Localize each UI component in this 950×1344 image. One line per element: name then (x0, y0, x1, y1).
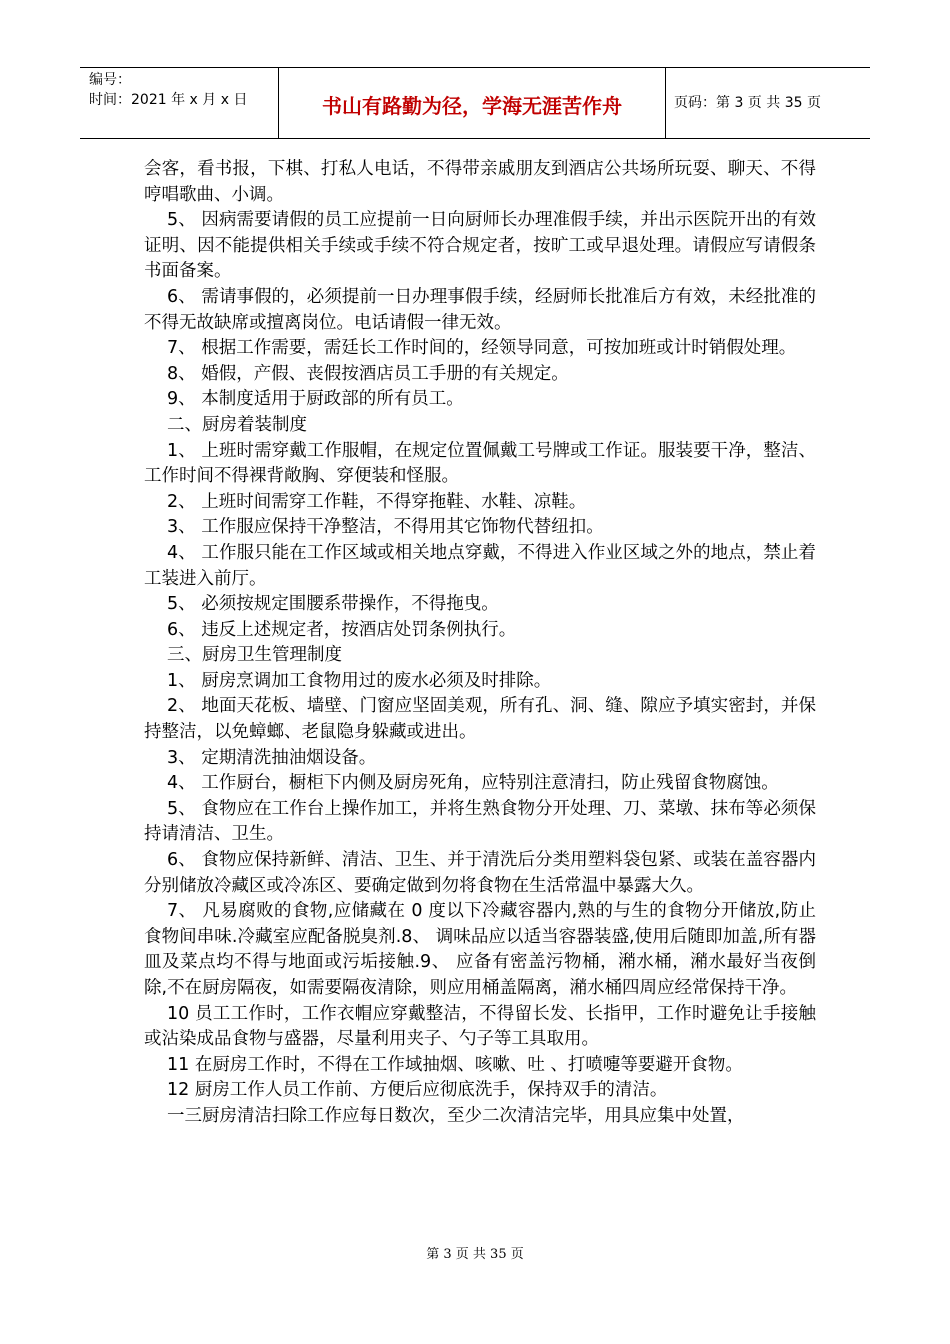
document-number-label: 编号： (89, 72, 131, 88)
paragraph: 2、 地面天花板、墙壁、门窗应坚固美观，所有孔、洞、缝、隙应予填实密封，并保持整洁，以免蟑螂、老鼠隐身躲藏或进出。 (144, 696, 816, 743)
paragraph: 7、 根据工作需要，需廷长工作时间的，经领导同意，可按加班或计时销假处理。 (167, 338, 797, 359)
header-page-cell (666, 68, 870, 138)
paragraph: 一三厨房清洁扫除工作应每日数次，至少二次清洁完毕，用具应集中处置， (167, 1105, 745, 1126)
paragraph: 11 在厨房工作时，不得在工作域抽烟、咳嗽、吐 、打喷嚏等要避开食物。 (167, 1054, 743, 1075)
paragraph: 5、 必须按规定围腰系带操作，不得拖曳。 (167, 594, 499, 615)
paragraph: 会客，看书报，下棋、打私人电话，不得带亲戚朋友到酒店公共场所玩耍、聊天、不得哼唱歌曲、小调。 (144, 159, 816, 205)
section-heading: 三、厨房卫生管理制度 (167, 645, 342, 666)
header-motto: 书山有路勤为径，学海无涯苦作舟 (322, 94, 622, 118)
paragraph: 6、 需请事假的，必须提前一日办理事假手续，经厨师长批准后方有效，未经批准的不得无故缺席或擅离岗位。电话请假一律无效。 (144, 286, 816, 333)
paragraph: 6、 食物应保持新鲜、清洁、卫生、并于清洗后分类用塑料袋包紧、或装在盖容器内分别储放冷藏区或冷冻区、要确定做到勿将食物在生活常温中暴露大久。 (144, 850, 816, 896)
document-time-label: 时间：2021 年 x 月 x 日 (89, 92, 248, 108)
paragraph: 1、 上班时需穿戴工作服帽，在规定位置佩戴工号牌或工作证。服装要干净，整洁、工作时间不得裸背敞胸、穿便装和怪服。 (144, 440, 816, 487)
paragraph: 12 厨房工作人员工作前、方便后应彻底洗手，保持双手的清洁。 (167, 1080, 668, 1101)
paragraph: 6、 违反上述规定者，按酒店处罚条例执行。 (167, 619, 517, 640)
paragraph: 5、 因病需要请假的员工应提前一日向厨师长办理准假手续，并出示医院开出的有效证明、因不能提供相关手续或手续不符合规定者，按旷工或早退处理。请假应写请假条书面备案。 (144, 210, 816, 282)
paragraph: 3、 工作服应保持干净整洁，不得用其它饰物代替纽扣。 (167, 517, 604, 538)
header-page-info: 页码：第 3 页 共 35 页 (674, 95, 821, 111)
document-body (144, 157, 816, 1130)
paragraph: 2、 上班时间需穿工作鞋，不得穿拖鞋、水鞋、凉鞋。 (167, 491, 587, 512)
paragraph: 3、 定期清洗抽油烟设备。 (167, 747, 377, 768)
header-meta-cell (80, 68, 279, 138)
paragraph: 4、 工作服只能在工作区域或相关地点穿戴，不得进入作业区域之外的地点，禁止着工装进入前厅。 (144, 542, 816, 589)
paragraph: 1、 厨房烹调加工食物用过的废水必须及时排除。 (167, 670, 552, 691)
paragraph: 8、 婚假，产假、丧假按酒店员工手册的有关规定。 (167, 363, 569, 384)
header-motto-cell (279, 68, 666, 138)
paragraph: 7、 凡易腐败的食物,应储藏在 0 度以下冷藏容器内,熟的与生的食物分开储放,防止食物间串味.冷藏室应配备脱臭剂.8、 调味品应以适当容器装盛,使用后随即加盖,所有器皿及菜点均不得与地面或污垢接触.9、 应备有密盖污物桶，潲水桶，潲水最好当夜倒除,不在厨房隔夜，如需要隔夜清除，则应用桶盖隔离，潲水桶四周应经常保持干净。 (144, 901, 816, 998)
paragraph: 10 员工工作时，工作衣帽应穿戴整洁，不得留长发、长指甲，工作时避免让手接触或沾染成品食物与盛器，尽量利用夹子、勺子等工具取用。 (144, 1003, 816, 1050)
paragraph: 5、 食物应在工作台上操作加工，并将生熟食物分开处理、刀、菜墩、抹布等必须保持请清洁、卫生。 (144, 798, 816, 845)
paragraph: 4、 工作厨台，橱柜下内侧及厨房死角，应特别注意清扫，防止残留食物腐蚀。 (167, 773, 779, 794)
page-header (80, 67, 870, 139)
page-footer: 第 3 页 共 35 页 (426, 1247, 524, 1262)
paragraph: 9、 本制度适用于厨政部的所有员工。 (167, 389, 464, 410)
section-heading: 二、厨房着装制度 (167, 414, 307, 435)
